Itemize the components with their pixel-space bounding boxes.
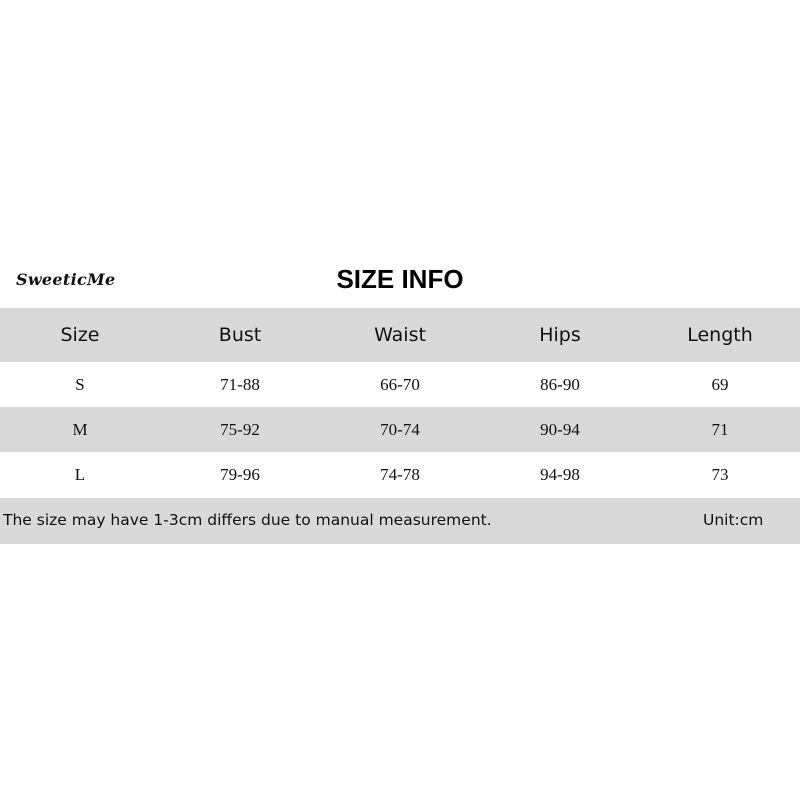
cell-bust: 79-96 <box>220 464 260 484</box>
cell-size: S <box>75 374 85 394</box>
header-length: Length <box>640 308 800 362</box>
page-title: SIZE INFO <box>336 264 464 294</box>
header-waist: Waist <box>320 308 480 362</box>
header-hips: Hips <box>480 308 640 362</box>
table-header-row <box>0 308 800 362</box>
cell-waist: 70-74 <box>320 407 480 452</box>
cell-bust: 75-92 <box>160 407 320 452</box>
header-bust: Bust <box>160 308 320 362</box>
measurement-note-bar <box>0 498 800 544</box>
cell-waist: 66-70 <box>380 374 420 394</box>
cell-hips: 86-90 <box>540 374 580 394</box>
brand-logo: SweeticMe <box>16 270 116 289</box>
header-size: Size <box>0 308 160 362</box>
cell-size: L <box>74 464 86 484</box>
unit-label: Unit:cm <box>703 511 764 529</box>
cell-bust: 71-88 <box>220 374 260 394</box>
cell-length: 71 <box>640 407 800 452</box>
table-row <box>0 452 800 497</box>
cell-waist: 74-78 <box>380 464 420 484</box>
cell-length: 69 <box>711 374 729 394</box>
cell-length: 73 <box>711 464 729 484</box>
table-row <box>0 407 800 452</box>
cell-hips: 90-94 <box>480 407 640 452</box>
cell-hips: 94-98 <box>540 464 580 484</box>
cell-size: M <box>0 407 160 452</box>
measurement-note: The size may have 1-3cm differs due to manual measurement. <box>3 511 492 529</box>
size-table <box>0 308 800 497</box>
table-row <box>0 362 800 407</box>
